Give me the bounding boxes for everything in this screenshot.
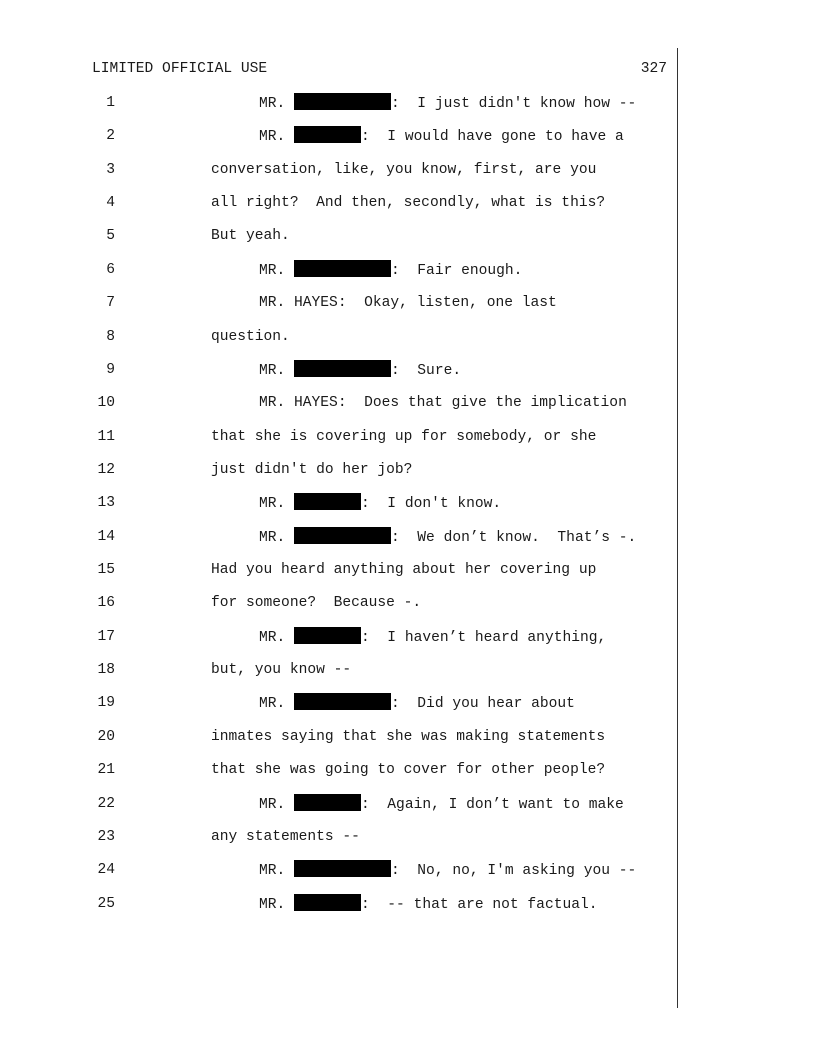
utterance-text: : Sure.	[391, 362, 462, 379]
line-number: 19	[97, 695, 115, 712]
speaker-line-text	[259, 527, 636, 548]
speaker-prefix: MR.	[259, 262, 295, 279]
redaction-bar	[294, 693, 391, 710]
transcript-line	[0, 894, 677, 927]
speaker-line-text	[259, 126, 624, 147]
speaker-line-text	[259, 93, 636, 114]
right-margin-rule	[677, 48, 678, 1008]
speaker-prefix: MR.	[259, 129, 295, 146]
transcript-line	[0, 727, 677, 760]
line-number: 8	[106, 328, 115, 345]
utterance-text: : Fair enough.	[391, 262, 523, 279]
utterance-text: : I just didn't know how --	[391, 96, 637, 112]
utterance-text: conversation, like, you know, first, are you	[211, 161, 597, 178]
transcript-line	[0, 427, 677, 460]
speaker-line-text	[259, 627, 606, 648]
transcript-line	[0, 560, 677, 593]
utterance-text: but, you know --	[211, 662, 352, 679]
redaction-bar	[294, 93, 391, 110]
speaker-prefix: MR.	[259, 529, 295, 546]
continuation-line-text	[211, 760, 605, 780]
continuation-line-text	[211, 327, 290, 347]
speaker-prefix: MR.	[259, 96, 295, 112]
classification-header: LIMITED OFFICIAL USE	[92, 61, 268, 77]
line-number: 9	[106, 361, 115, 378]
redaction-bar	[294, 527, 391, 544]
line-number: 17	[97, 628, 115, 645]
transcript-line	[0, 760, 677, 793]
utterance-text: : -- that are not factual.	[361, 896, 598, 913]
transcript-line	[0, 860, 677, 893]
transcript-line	[0, 93, 677, 126]
line-number: 24	[97, 862, 115, 879]
speaker-line-text	[259, 894, 598, 915]
speaker-prefix: MR.	[259, 362, 295, 379]
line-number: 11	[97, 428, 115, 445]
line-number: 12	[97, 461, 115, 478]
transcript-line	[0, 693, 677, 726]
transcript-line	[0, 493, 677, 526]
transcript-line	[0, 126, 677, 159]
line-number: 1	[106, 95, 115, 111]
utterance-text: inmates saying that she was making statements	[211, 728, 606, 745]
transcript-line	[0, 460, 677, 493]
redaction-bar	[294, 493, 361, 510]
utterance-text: that she was going to cover for other people?	[211, 762, 606, 779]
redaction-bar	[294, 126, 361, 143]
line-number: 10	[97, 395, 115, 412]
transcript-line	[0, 393, 677, 426]
transcript-line	[0, 293, 677, 326]
speaker-line-text	[259, 860, 636, 881]
transcript-line	[0, 627, 677, 660]
speaker-line-text	[259, 260, 522, 281]
line-number: 22	[97, 795, 115, 812]
line-number: 3	[106, 161, 115, 178]
transcript-line	[0, 660, 677, 693]
line-number: 23	[97, 828, 115, 845]
speaker-prefix: MR.	[259, 629, 295, 646]
utterance-text: : We don’t know. That’s -.	[391, 529, 637, 546]
line-number: 18	[97, 662, 115, 679]
continuation-line-text	[211, 827, 360, 847]
speaker-line-text	[259, 693, 575, 714]
utterance-text: Had you heard anything about her covering up	[211, 562, 597, 579]
continuation-line-text	[211, 226, 290, 246]
speaker-prefix: MR.	[259, 896, 295, 913]
transcript-line	[0, 527, 677, 560]
utterance-text: that she is covering up for somebody, or she	[211, 428, 597, 445]
continuation-line-text	[211, 460, 412, 480]
utterance-text: : I haven’t heard anything,	[361, 629, 607, 646]
transcript-line	[0, 360, 677, 393]
utterance-text: question.	[211, 328, 290, 345]
speaker-prefix: MR.	[259, 496, 295, 513]
continuation-line-text	[211, 727, 605, 747]
utterance-text: : I would have gone to have a	[361, 129, 624, 146]
utterance-text: any statements --	[211, 828, 360, 845]
line-number: 25	[97, 895, 115, 912]
utterance-text: all right? And then, secondly, what is this?	[211, 195, 606, 212]
line-number: 21	[97, 762, 115, 779]
transcript-line	[0, 327, 677, 360]
line-number: 13	[97, 495, 115, 512]
utterance-text: MR. HAYES: Okay, listen, one last	[259, 295, 557, 312]
line-number: 6	[106, 261, 115, 278]
speaker-line-text	[259, 360, 461, 381]
page-number: 327	[640, 61, 667, 77]
utterance-text: : No, no, I'm asking you --	[391, 863, 637, 880]
transcript-line	[0, 260, 677, 293]
line-number: 15	[97, 562, 115, 579]
speaker-line-text	[259, 393, 627, 413]
speaker-prefix: MR.	[259, 863, 295, 880]
utterance-text: : I don't know.	[361, 496, 502, 513]
transcript-line	[0, 593, 677, 626]
utterance-text: just didn't do her job?	[211, 461, 413, 478]
redaction-bar	[294, 860, 391, 877]
continuation-line-text	[211, 560, 596, 580]
continuation-line-text	[211, 593, 421, 613]
speaker-line-text	[259, 493, 501, 514]
speaker-prefix: MR.	[259, 696, 295, 713]
continuation-line-text	[211, 160, 596, 180]
redaction-bar	[294, 360, 391, 377]
line-number: 14	[97, 528, 115, 545]
line-number: 16	[97, 595, 115, 612]
redaction-bar	[294, 260, 391, 277]
line-number: 4	[106, 195, 115, 212]
line-number: 7	[106, 295, 115, 312]
redaction-bar	[294, 894, 361, 911]
speaker-prefix: MR.	[259, 796, 295, 813]
transcript-line	[0, 160, 677, 193]
line-number: 2	[106, 128, 115, 145]
transcript-body	[0, 93, 677, 927]
transcript-line	[0, 226, 677, 259]
line-number: 5	[106, 228, 115, 245]
transcript-line	[0, 794, 677, 827]
utterance-text: But yeah.	[211, 228, 290, 245]
utterance-text: : Again, I don’t want to make	[361, 796, 624, 813]
speaker-line-text	[259, 293, 557, 313]
redaction-bar	[294, 794, 361, 811]
utterance-text: for someone? Because -.	[211, 595, 422, 612]
speaker-line-text	[259, 794, 624, 815]
continuation-line-text	[211, 660, 351, 680]
line-number: 20	[97, 728, 115, 745]
utterance-text: MR. HAYES: Does that give the implication	[259, 395, 627, 412]
transcript-line	[0, 827, 677, 860]
continuation-line-text	[211, 193, 605, 213]
transcript-line	[0, 193, 677, 226]
utterance-text: : Did you hear about	[391, 696, 575, 713]
redaction-bar	[294, 627, 361, 644]
continuation-line-text	[211, 427, 596, 447]
